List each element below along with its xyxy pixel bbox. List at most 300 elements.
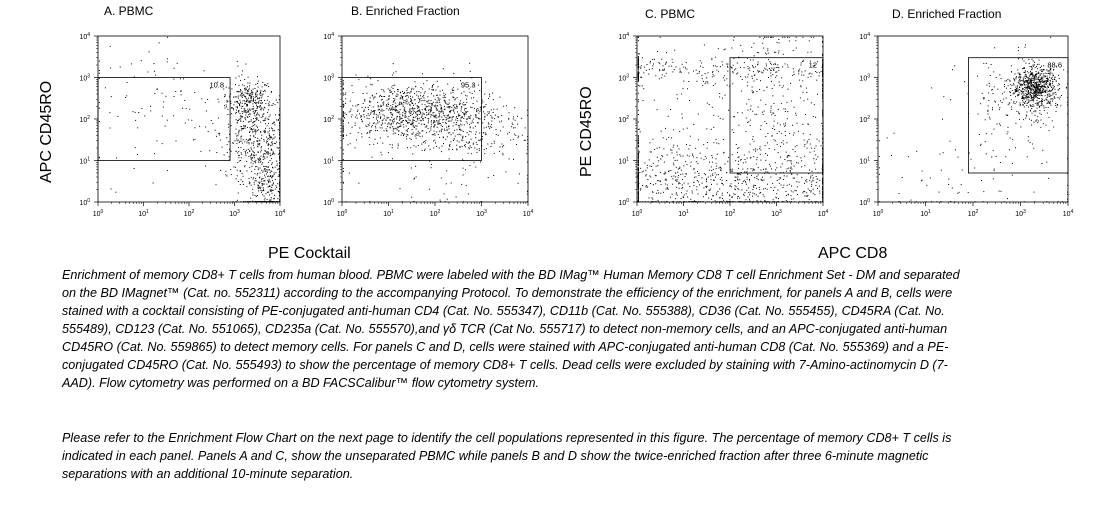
data-point [434,131,435,132]
data-point [1047,81,1048,82]
data-point [413,110,414,111]
data-point [395,133,396,134]
data-point [238,110,239,111]
data-point [392,109,393,110]
data-point [352,114,353,115]
data-point [276,161,277,162]
data-point [658,200,659,201]
data-point [1017,87,1018,88]
data-point [378,80,379,81]
data-point [383,110,384,111]
data-point [381,96,382,97]
data-point [1040,84,1041,85]
data-point [713,180,714,181]
data-point [687,191,688,192]
data-point [668,116,669,117]
data-point [416,111,417,112]
data-point [244,141,245,142]
data-point [277,165,278,166]
data-point [279,159,280,160]
data-point [250,155,251,156]
data-point [705,83,706,84]
data-point [817,201,818,202]
data-point [263,190,264,191]
data-point [763,169,764,170]
data-point [421,116,422,117]
data-point [277,163,278,164]
data-point [690,136,691,137]
data-point [493,112,494,113]
data-point [726,172,727,173]
data-point [489,128,490,129]
data-point [484,94,485,95]
data-point [356,115,357,116]
data-point [253,135,254,136]
data-point [652,65,653,66]
data-point [753,168,754,169]
data-point [242,84,243,85]
data-point [441,125,442,126]
data-point [244,109,245,110]
data-point [431,167,432,168]
data-point [698,201,699,202]
data-point [1043,75,1044,76]
data-point [277,147,278,148]
data-point [248,142,249,143]
data-point [1007,79,1008,80]
data-point [1014,101,1015,102]
data-point [231,174,232,175]
data-point [433,95,434,96]
data-point [491,127,492,128]
data-point [276,142,277,143]
data-point [756,194,757,195]
data-point [248,111,249,112]
data-point [363,103,364,104]
data-point [407,93,408,94]
data-point [422,104,423,105]
data-point [816,72,817,73]
data-point [806,88,807,89]
data-point [502,153,503,154]
data-point [270,153,271,154]
data-point [813,180,814,181]
data-point [667,154,668,155]
data-point [707,142,708,143]
data-point [434,115,435,116]
data-point [410,113,411,114]
data-point [255,121,256,122]
data-point [682,174,683,175]
data-point [669,66,670,67]
data-point [403,105,404,106]
data-point [804,195,805,196]
data-point [262,183,263,184]
data-point [775,115,776,116]
data-point [679,154,680,155]
data-point [509,158,510,159]
data-point [805,201,806,202]
data-point [767,201,768,202]
data-point [1026,100,1027,101]
data-point [681,170,682,171]
data-point [276,186,277,187]
data-point [675,176,676,177]
data-point [249,132,250,133]
data-point [499,121,500,122]
panel-a-plot [78,30,288,230]
data-point [638,61,639,62]
data-point [747,122,748,123]
data-point [813,177,814,178]
data-point [466,142,467,143]
data-point [423,83,424,84]
data-point [254,169,255,170]
data-point [255,173,256,174]
data-point [390,127,391,128]
data-point [245,96,246,97]
data-point [654,59,655,60]
data-point [395,111,396,112]
data-point [243,176,244,177]
data-point [810,192,811,193]
data-point [638,186,639,187]
data-point [257,127,258,128]
data-point [407,134,408,135]
data-point [457,111,458,112]
data-point [517,116,518,117]
data-point [279,156,280,157]
data-point [639,53,640,54]
data-point [260,122,261,123]
data-point [796,115,797,116]
data-point [516,144,517,145]
data-point [494,118,495,119]
data-point [638,138,639,139]
data-point [725,164,726,165]
data-point [269,135,270,136]
data-point [781,142,782,143]
data-point [356,139,357,140]
data-point [279,184,280,185]
data-point [240,95,241,96]
data-point [807,141,808,142]
data-point [445,139,446,140]
data-point [727,64,728,65]
data-point [509,112,510,113]
data-point [369,144,370,145]
data-point [774,149,775,150]
data-point [682,187,683,188]
data-point [194,127,195,128]
data-point [746,201,747,202]
data-point [243,100,244,101]
data-point [440,109,441,110]
data-point [729,195,730,196]
data-point [765,153,766,154]
data-point [440,95,441,96]
data-point [758,179,759,180]
data-point [465,111,466,112]
data-point [233,108,234,109]
data-point [255,129,256,130]
data-point [468,153,469,154]
data-point [389,108,390,109]
data-point [787,118,788,119]
data-point [701,177,702,178]
data-point [767,87,768,88]
data-point [1036,77,1037,78]
data-point [756,159,757,160]
data-point [712,175,713,176]
data-point [391,123,392,124]
data-point [1010,92,1011,93]
data-point [701,158,702,159]
data-point [238,157,239,158]
data-point [765,104,766,105]
data-point [812,175,813,176]
data-point [273,153,274,154]
data-point [638,158,639,159]
data-point [670,149,671,150]
data-point [644,67,645,68]
gate-rectangle [730,58,823,173]
data-point [459,134,460,135]
data-point [395,106,396,107]
data-point [265,103,266,104]
data-point [377,122,378,123]
data-point [801,86,802,87]
data-point [781,185,782,186]
data-point [456,122,457,123]
data-point [434,122,435,123]
data-point [775,169,776,170]
data-point [444,193,445,194]
data-point [775,63,776,64]
data-point [412,88,413,89]
data-point [262,102,263,103]
data-point [247,141,248,142]
data-point [362,121,363,122]
data-point [783,85,784,86]
data-point [514,134,515,135]
data-point [490,126,491,127]
data-point [816,145,817,146]
data-point [1038,88,1039,89]
data-point [149,51,150,52]
data-point [440,104,441,105]
data-point [254,155,255,156]
data-point [1045,87,1046,88]
data-point [456,105,457,106]
data-point [758,174,759,175]
data-point [387,118,388,119]
data-point [363,111,364,112]
data-point [761,72,762,73]
data-point [439,111,440,112]
data-point [638,67,639,68]
data-point [99,61,100,62]
data-point [241,74,242,75]
data-point [393,101,394,102]
data-point [716,193,717,194]
data-point [275,167,276,168]
data-point [155,75,156,76]
data-point [369,105,370,106]
data-point [1050,96,1051,97]
data-point [244,103,245,104]
data-point [1033,91,1034,92]
data-point [259,140,260,141]
data-point [783,124,784,125]
data-point [785,111,786,112]
data-point [253,143,254,144]
data-point [241,96,242,97]
data-point [231,113,232,114]
data-point [1046,90,1047,91]
panel-d-plot [858,30,1078,230]
data-point [481,201,482,202]
data-point [433,123,434,124]
data-point [406,121,407,122]
data-point [270,145,271,146]
data-point [231,108,232,109]
data-point [204,70,205,71]
data-point [448,133,449,134]
data-point [264,84,265,85]
data-point [270,115,271,116]
data-point [822,197,823,198]
data-point [778,109,779,110]
data-point [398,112,399,113]
data-point [671,176,672,177]
data-point [449,146,450,147]
data-point [260,162,261,163]
data-point [703,144,704,145]
data-point [767,142,768,143]
data-point [742,183,743,184]
data-point [488,98,489,99]
data-point [1049,73,1050,74]
data-point [712,195,713,196]
data-point [527,147,528,148]
data-point [478,113,479,114]
data-point [763,70,764,71]
data-point [402,133,403,134]
data-point [279,162,280,163]
data-point [713,85,714,86]
data-point [1017,88,1018,89]
data-point [684,194,685,195]
data-point [723,139,724,140]
data-point [343,123,344,124]
data-point [524,140,525,141]
data-point [752,78,753,79]
data-point [457,129,458,130]
data-point [383,96,384,97]
data-point [268,176,269,177]
data-point [435,135,436,136]
data-point [716,143,717,144]
data-point [740,67,741,68]
data-point [475,134,476,135]
data-point [746,131,747,132]
data-point [804,100,805,101]
data-point [802,61,803,62]
data-point [267,157,268,158]
data-point [665,173,666,174]
data-point [464,104,465,105]
data-point [700,66,701,67]
data-point [679,131,680,132]
data-point [757,64,758,65]
data-point [767,189,768,190]
data-point [1045,80,1046,81]
data-point [708,72,709,73]
data-point [1031,78,1032,79]
data-point [709,104,710,105]
data-point [268,167,269,168]
data-point [406,90,407,91]
data-point [470,126,471,127]
data-point [501,144,502,145]
data-point [99,121,100,122]
data-point [257,174,258,175]
data-point [254,152,255,153]
data-point [744,155,745,156]
data-point [257,83,258,84]
data-point [399,118,400,119]
data-point [276,119,277,120]
data-point [661,131,662,132]
data-point [253,152,254,153]
data-point [657,190,658,191]
data-point [794,74,795,75]
data-point [239,161,240,162]
data-point [409,138,410,139]
data-point [343,106,344,107]
data-point [264,158,265,159]
data-point [436,132,437,133]
data-point [251,185,252,186]
data-point [768,77,769,78]
data-point [1010,81,1011,82]
data-point [420,95,421,96]
data-point [456,106,457,107]
data-point [755,148,756,149]
data-point [1054,96,1055,97]
data-point [485,82,486,83]
data-point [357,105,358,106]
data-point [397,91,398,92]
data-point [360,117,361,118]
data-point [167,120,168,121]
data-point [650,62,651,63]
data-point [262,95,263,96]
scatter-points [638,37,823,202]
data-point [255,201,256,202]
data-point [225,108,226,109]
data-point [801,177,802,178]
data-point [388,88,389,89]
data-point [1033,95,1034,96]
data-point [446,123,447,124]
data-point [502,146,503,147]
data-point [733,58,734,59]
data-point [277,169,278,170]
data-point [477,117,478,118]
data-point [392,121,393,122]
